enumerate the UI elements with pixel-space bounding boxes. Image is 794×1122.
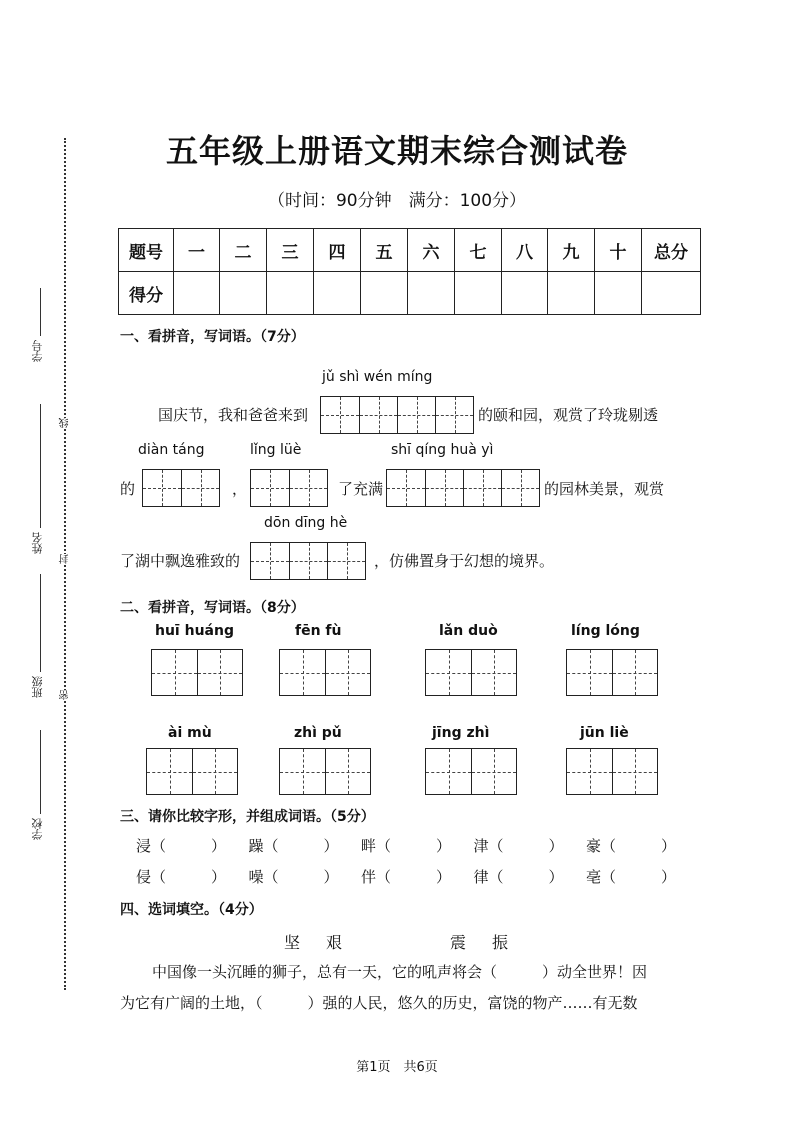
- class-label: 班级: [31, 676, 44, 698]
- compare-item[interactable]: 津（ ）: [473, 837, 564, 855]
- pinyin-jushiwenming: jǔ shì wén míng: [322, 369, 433, 385]
- writing-grid-2-large[interactable]: [566, 649, 658, 696]
- score-col-3: 三: [267, 229, 314, 272]
- page-title: 五年级上册语文期末综合测试卷: [165, 132, 628, 170]
- compare-item[interactable]: 浸（ ）: [136, 837, 227, 855]
- score-cell[interactable]: [502, 272, 548, 315]
- s1-line2-a: 的: [120, 480, 136, 498]
- score-cell[interactable]: [455, 272, 502, 315]
- pinyin-dondinghe: dōn dīng hè: [264, 515, 348, 531]
- writing-grid-4[interactable]: [320, 396, 474, 434]
- pinyin-linglue: lǐng lüè: [250, 442, 302, 458]
- score-cell[interactable]: [267, 272, 314, 315]
- score-col-4: 四: [314, 229, 361, 272]
- s4-passage-line2: 为它有广阔的土地，（ ）强的人民，悠久的历史，富饶的物产……有无数: [120, 994, 638, 1012]
- score-table-score-row: [119, 272, 701, 315]
- pinyin-zhipu: zhì pǔ: [294, 725, 342, 741]
- score-cell-total[interactable]: [642, 272, 701, 315]
- score-col-10: 十: [595, 229, 642, 272]
- binding-dotted-line: [64, 138, 66, 990]
- writing-grid-2-large[interactable]: [566, 748, 658, 795]
- pinyin-jingzhi: jīng zhì: [432, 725, 490, 741]
- score-table: [118, 228, 701, 315]
- score-col-6: 六: [408, 229, 455, 272]
- score-cell[interactable]: [314, 272, 361, 315]
- score-col-2: 二: [220, 229, 267, 272]
- score-col-5: 五: [361, 229, 408, 272]
- exam-subtitle: （时间：90分钟 满分：100分）: [267, 191, 527, 211]
- score-col-1: 一: [174, 229, 220, 272]
- compare-item[interactable]: 畔（ ）: [360, 837, 451, 855]
- s1-line1-before: 国庆节，我和爸爸来到: [158, 406, 309, 424]
- s1-line1-after: 的颐和园，观赏了玲珑剔透: [478, 406, 659, 424]
- pinyin-shiqinghuayi: shī qíng huà yì: [391, 442, 494, 458]
- writing-grid-2-large[interactable]: [425, 649, 517, 696]
- compare-row-2: [136, 866, 676, 887]
- pinyin-diantang: diàn táng: [138, 442, 205, 458]
- compare-row-1: [136, 835, 676, 856]
- name-line: [40, 404, 41, 528]
- section4-heading: 四、选词填空。（4分）: [120, 902, 263, 918]
- binding-mark-seal: 封: [60, 554, 71, 564]
- writing-grid-2[interactable]: [250, 469, 328, 507]
- binding-mark-line: 线: [60, 418, 71, 428]
- s1-line2-c: 了充满: [338, 480, 384, 498]
- compare-item[interactable]: 噪（ ）: [248, 868, 339, 886]
- pinyin-huihuang: huī huáng: [155, 623, 234, 639]
- s1-line3-a: 了湖中飘逸雅致的: [120, 552, 241, 570]
- score-cell[interactable]: [361, 272, 408, 315]
- pinyin-lanuo: lǎn duò: [439, 623, 498, 639]
- score-cell[interactable]: [595, 272, 642, 315]
- score-table-header-label: 题号: [119, 229, 174, 272]
- score-table-header-row: [119, 229, 701, 272]
- page-number: 第1页 共6页: [356, 1060, 438, 1075]
- score-col-9: 九: [548, 229, 595, 272]
- pinyin-junlie: jūn liè: [580, 725, 629, 741]
- pinyin-aimu: ài mù: [168, 725, 212, 741]
- writing-grid-4[interactable]: [386, 469, 540, 507]
- writing-grid-3[interactable]: [250, 542, 366, 580]
- score-cell[interactable]: [220, 272, 267, 315]
- compare-item[interactable]: 伴（ ）: [360, 868, 451, 886]
- student-id-line: [40, 288, 41, 336]
- binding-mark-secret: 密: [60, 690, 71, 700]
- name-label: 姓名: [31, 532, 44, 554]
- score-cell[interactable]: [174, 272, 220, 315]
- writing-grid-2[interactable]: [142, 469, 220, 507]
- school-label: 学校: [31, 818, 44, 840]
- score-col-7: 七: [455, 229, 502, 272]
- compare-item[interactable]: 豪（ ）: [585, 837, 676, 855]
- writing-grid-2-large[interactable]: [279, 649, 371, 696]
- s4-passage-line1: 中国像一头沉睡的狮子，总有一天，它的吼声将会（ ）动全世界！因: [152, 963, 648, 981]
- s1-line2-b: ，: [232, 480, 248, 498]
- word-choice-left: 坚艰: [284, 933, 369, 952]
- writing-grid-2-large[interactable]: [146, 748, 238, 795]
- section1-heading: 一、看拼音，写词语。（7分）: [120, 329, 305, 345]
- school-line: [40, 730, 41, 814]
- compare-item[interactable]: 侵（ ）: [136, 868, 227, 886]
- class-line: [40, 574, 41, 672]
- compare-item[interactable]: 亳（ ）: [585, 868, 676, 886]
- score-cell[interactable]: [548, 272, 595, 315]
- writing-grid-2-large[interactable]: [151, 649, 243, 696]
- score-row-label: 得分: [119, 272, 174, 315]
- score-col-total: 总分: [642, 229, 701, 272]
- writing-grid-2-large[interactable]: [425, 748, 517, 795]
- compare-item[interactable]: 躁（ ）: [248, 837, 339, 855]
- compare-item[interactable]: 律（ ）: [473, 868, 564, 886]
- score-cell[interactable]: [408, 272, 455, 315]
- pinyin-fenfu: fēn fù: [295, 623, 342, 639]
- s1-line3-b: ，仿佛置身于幻想的境界。: [374, 552, 555, 570]
- student-id-label: 学号: [31, 340, 44, 362]
- pinyin-linglong: líng lóng: [571, 623, 640, 639]
- section2-heading: 二、看拼音，写词语。（8分）: [120, 600, 305, 616]
- word-choice-right: 震振: [450, 933, 535, 952]
- section3-heading: 三、请你比较字形，并组成词语。（5分）: [120, 809, 375, 825]
- score-col-8: 八: [502, 229, 548, 272]
- s1-line2-d: 的园林美景，观赏: [544, 480, 665, 498]
- writing-grid-2-large[interactable]: [279, 748, 371, 795]
